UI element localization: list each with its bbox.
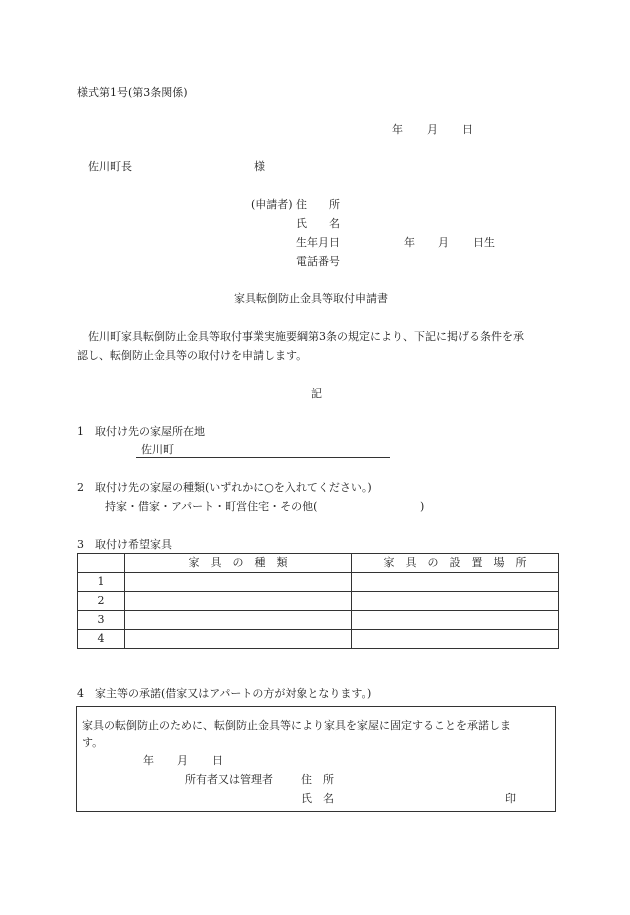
type-cell[interactable]	[125, 592, 352, 611]
table-row	[78, 630, 559, 649]
table-header-type: 家 具 の 種 類	[125, 554, 352, 573]
body-line-1: 佐川町家具転倒防止金具等取付事業実施要綱第3条の規定により、下記に掲げる条件を承	[88, 330, 524, 343]
applicant-name-label: 氏 名	[296, 217, 340, 230]
place-cell[interactable]	[352, 611, 559, 630]
place-cell[interactable]	[352, 573, 559, 592]
place-cell[interactable]	[352, 630, 559, 649]
applicant-address-label: 住 所	[296, 198, 340, 211]
consent-box	[76, 706, 556, 812]
place-cell[interactable]	[352, 592, 559, 611]
owner-name-label: 氏 名	[301, 792, 334, 805]
section1-heading: 1 取付け先の家屋所在地	[77, 425, 205, 438]
section3-heading: 3 取付け希望家具	[77, 538, 172, 551]
section2-close-paren: )	[420, 500, 425, 513]
section1-underline	[136, 457, 390, 458]
consent-day: 日	[212, 754, 223, 767]
row-number: 4	[78, 630, 125, 649]
date-day-label: 日	[462, 123, 473, 136]
row-number: 2	[78, 592, 125, 611]
type-cell[interactable]	[125, 611, 352, 630]
form-number: 様式第1号(第3条関係)	[77, 86, 188, 99]
table-row	[78, 573, 559, 592]
consent-month: 月	[177, 754, 188, 767]
applicant-label: (申請者)	[251, 198, 293, 211]
table-header-row	[78, 554, 559, 573]
applicant-dob-year: 年	[404, 236, 415, 249]
table-header-place: 家 具 の 設 置 場 所	[352, 554, 559, 573]
applicant-dob-month: 月	[438, 236, 449, 249]
ki-label: 記	[311, 387, 322, 400]
table-header-number	[78, 554, 125, 573]
date-year-label: 年	[392, 123, 403, 136]
seal-mark: 印	[505, 792, 516, 805]
type-cell[interactable]	[125, 573, 352, 592]
consent-year: 年	[143, 754, 154, 767]
section2-options: 持家・借家・アパート・町営住宅・その他(	[105, 500, 318, 513]
applicant-dob-label: 生年月日	[296, 236, 340, 249]
section2-heading: 2 取付け先の家屋の種類(いずれかに○を入れてください。)	[77, 481, 372, 494]
table-row	[78, 611, 559, 630]
addressee-name: 佐川町長	[88, 160, 132, 173]
addressee-honorific: 様	[254, 160, 265, 173]
section4-heading: 4 家主等の承諾(借家又はアパートの方が対象となります。)	[77, 687, 372, 700]
consent-text-line-2: す。	[82, 736, 104, 749]
type-cell[interactable]	[125, 630, 352, 649]
section1-value: 佐川町	[141, 443, 174, 456]
date-month-label: 月	[427, 123, 438, 136]
row-number: 3	[78, 611, 125, 630]
furniture-table	[77, 553, 559, 649]
owner-label: 所有者又は管理者	[185, 773, 273, 786]
table-row	[78, 592, 559, 611]
applicant-phone-label: 電話番号	[296, 255, 340, 268]
row-number: 1	[78, 573, 125, 592]
body-line-2: 認し、転倒防止金具等の取付けを申請します。	[77, 349, 308, 362]
owner-address-label: 住 所	[301, 773, 334, 786]
consent-text-line-1: 家具の転倒防止のために、転倒防止金具等により家具を家屋に固定することを承諾しま	[82, 719, 511, 732]
form-title: 家具転倒防止金具等取付申請書	[234, 292, 388, 305]
applicant-dob-day: 日生	[473, 236, 495, 249]
